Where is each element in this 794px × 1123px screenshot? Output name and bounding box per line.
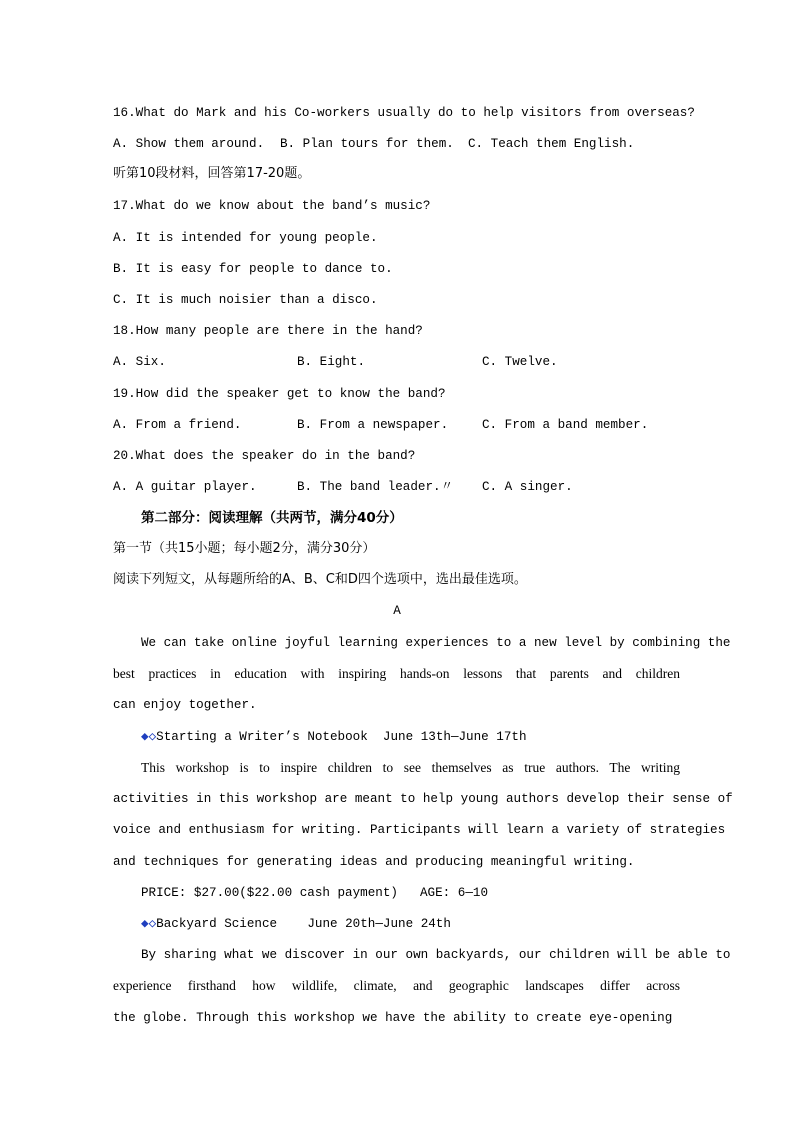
workshop-text-line: activities in this workshop are meant to help young authors develop their sense of (113, 792, 733, 806)
option-b: B. From a newspaper. (297, 418, 449, 432)
diamond-bullet-icon: ◆◇ (141, 917, 157, 931)
question-16: 16.What do Mark and his Co-workers usually do to help visitors from overseas? (113, 106, 695, 120)
material-instruction: 听第10段材料，回答第17-20题。 (113, 166, 311, 181)
question-17: 17.What do we know about the band’s music? (113, 199, 431, 213)
option-c: C. From a band member. (482, 418, 649, 432)
workshop-text-line: experience firsthand how wildlife, climate, and geographic landscapes differ across (113, 978, 680, 993)
question-17-option-c: C. It is much noisier than a disco. (113, 293, 378, 307)
question-19-options (0, 417, 794, 433)
age: AGE: 6—10 (420, 886, 489, 900)
workshop-title: Backyard Science (156, 917, 278, 931)
workshop-text-line: By sharing what we discover in our own backyards, our children will be able to (141, 948, 731, 962)
option-c: C. A singer. (482, 480, 573, 494)
question-18: 18.How many people are there in the hand? (113, 324, 423, 338)
workshop-heading (141, 729, 527, 745)
question-17-option-a: A. It is intended for young people. (113, 231, 378, 245)
option-a: A. Six. (113, 355, 166, 369)
workshop-dates: June 13th—June 17th (382, 730, 527, 744)
passage-label: A (393, 604, 401, 618)
intro-line: can enjoy together. (113, 698, 257, 712)
workshop-text-line: and techniques for generating ideas and producing meaningful writing. (113, 855, 635, 869)
option-b: B. Eight. (297, 355, 366, 369)
workshop-heading (141, 916, 451, 932)
workshop-price-row (0, 885, 794, 901)
workshop-text-line: voice and enthusiasm for writing. Participants will learn a variety of strategies (113, 823, 726, 837)
price: PRICE: $27.00($22.00 cash payment) (141, 886, 398, 900)
reading-instruction: 阅读下列短文，从每题所给的A、B、C和D四个选项中，选出最佳选项。 (113, 572, 527, 587)
workshop-dates: June 20th—June 24th (307, 917, 451, 931)
question-20: 20.What does the speaker do in the band? (113, 449, 416, 463)
workshop-text-line: This workshop is to inspire children to see themselves as true authors. The writing (141, 760, 680, 775)
question-18-options (0, 354, 794, 370)
question-19: 19.How did the speaker get to know the band? (113, 387, 446, 401)
question-17-option-b: B. It is easy for people to dance to. (113, 262, 393, 276)
option-c: C. Twelve. (482, 355, 558, 369)
option-a: A. A guitar player. (113, 480, 257, 494)
question-16-options (0, 136, 794, 152)
question-20-options (0, 479, 794, 495)
part-title: 第二部分：阅读理解（共两节，满分40分） (141, 510, 403, 526)
option-b: B. Plan tours for them. (280, 137, 454, 151)
option-a: A. Show them around. (113, 137, 265, 151)
intro-line: best practices in education with inspiring hands-on lessons that parents and children (113, 666, 680, 681)
option-b: B. The band leader.〃 (297, 480, 454, 494)
option-a: A. From a friend. (113, 418, 242, 432)
diamond-bullet-icon: ◆◇ (141, 730, 157, 744)
workshop-title: Starting a Writer’s Notebook (156, 730, 368, 744)
workshop-text-line: the globe. Through this workshop we have the ability to create eye-opening (113, 1011, 673, 1025)
intro-line: We can take online joyful learning experiences to a new level by combining the (141, 636, 731, 650)
option-c: C. Teach them English. (468, 137, 635, 151)
section-title: 第一节（共15小题；每小题2分，满分30分） (113, 541, 376, 556)
